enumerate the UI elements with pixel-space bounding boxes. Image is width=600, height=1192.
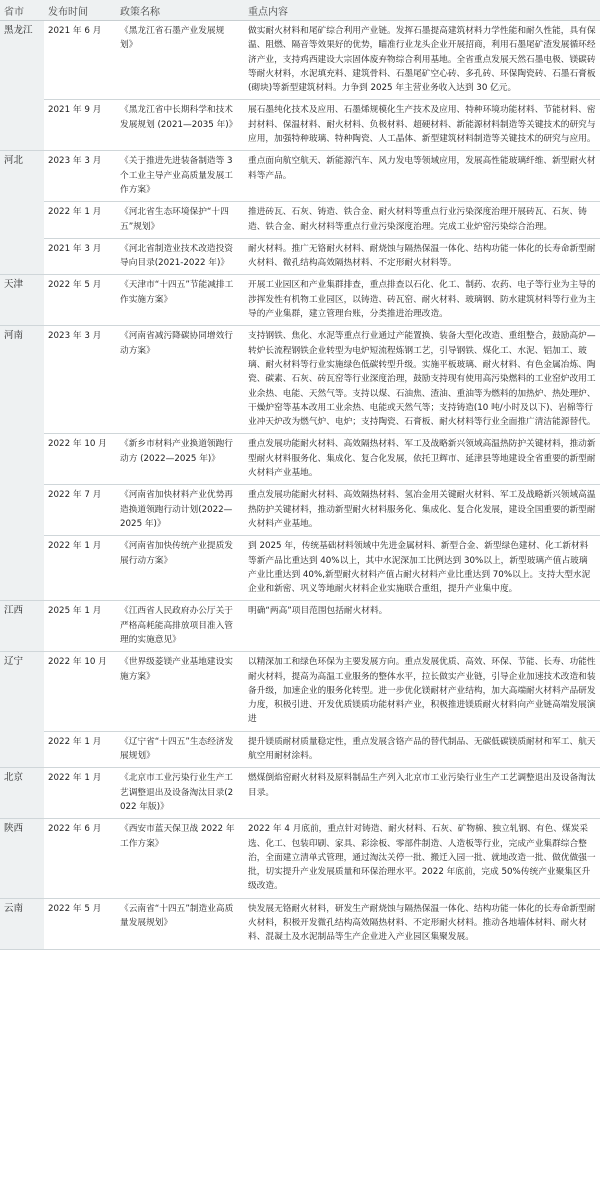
policy-name-cell: 《黑龙江省中长期科学和技术发展规划 (2021—2035 年)》 xyxy=(116,100,244,151)
key-points-cell: 做实耐火材料和尾矿综合利用产业链。发挥石墨提高建筑材料力学性能和耐久性能，具有保温、阻燃、隔音等效果好的优势，瞄准行业龙头企业开展招商，利用石墨尾矿渣发展循环经济产业，支持鸡西建设大宗固体废弃物综合利用基地。全省重点发展天然石墨电极、镁碳砖等耐火材料，水泥填充料、建筑骨料、石墨尾矿空心砖、多孔砖、环保陶瓷砖、石墨石膏板(砌块)等新型建筑材料。力争到 2025 年主营业务收入达到 30 亿元。 xyxy=(244,21,600,100)
key-points-cell: 到 2025 年，传统基础材料领域中先进金属材料、新型合金、新型绿色建材、化工新材料等新产品比重达到 40%以上，其中水泥深加工比例达到 30%以上，新型玻璃产值占玻璃产业比重达到 40%,新型耐火材料产值占耐火材料产业比重达到 70%以上。支持大型水泥企业和新密、巩义等地耐火材料企业实施联合重组，提升产业集中度。 xyxy=(244,536,600,601)
province-cell: 云南 xyxy=(0,898,44,949)
policy-name-cell: 《天津市“十四五”节能减排工作实施方案》 xyxy=(116,275,244,326)
policy-name-cell: 《河南省加快传统产业提质发展行动方案》 xyxy=(116,536,244,601)
header-date: 发布时间 xyxy=(44,0,116,21)
policy-name-cell: 《河南省加快材料产业优势再造换道领跑行动计划(2022—2025 年)》 xyxy=(116,485,244,536)
date-cell: 2022 年 5 月 xyxy=(44,898,116,949)
province-cell: 北京 xyxy=(0,768,44,819)
policy-name-cell: 《关于推进先进装备制造等 3 个工业主导产业高质量发展工作方案》 xyxy=(116,151,244,202)
policy-name-cell: 《世界级菱镁产业基地建设实施方案》 xyxy=(116,652,244,731)
table-row xyxy=(0,652,600,731)
key-points-cell: 重点发展功能耐火材料、高效隔热材料、氢冶金用关键耐火材料、军工及战略新兴领域高温热防护关键材料，推动新型耐火材料服务化、集成化、复合化发展，建设全国重要的新型耐火材料产业基地。 xyxy=(244,485,600,536)
table-row xyxy=(0,202,600,239)
key-points-cell: 重点发展功能耐火材料、高效隔热材料、军工及战略新兴领域高温热防护关键材料，推动新型耐火材料服务化、集成化、复合化发展，依托卫辉市、延津县等地建设全省重要的新型耐火材料产业基地。 xyxy=(244,434,600,485)
table-row xyxy=(0,485,600,536)
table-row xyxy=(0,536,600,601)
province-cell: 天津 xyxy=(0,275,44,326)
key-points-cell: 快发展无铬耐火材料，研发生产耐烧蚀与隔热保温一体化、结构功能一体化的长寿命新型耐火材料，积极开发微孔结构高效隔热材料、不定形耐火材料。推动各地墙体材料、耐火材料、混凝土及水泥制品等生产企业进入产业园区集聚发展。 xyxy=(244,898,600,949)
key-points-cell: 耐火材料。推广无铬耐火材料、耐烧蚀与隔热保温一体化、结构功能一体化的长寿命新型耐火材料、微孔结构高效隔热材料、不定形耐火材料等。 xyxy=(244,238,600,275)
key-points-cell: 重点面向航空航天、新能源汽车、风力发电等领域应用，发展高性能玻璃纤维、新型耐火材料等产品。 xyxy=(244,151,600,202)
date-cell: 2021 年 3 月 xyxy=(44,238,116,275)
policy-name-cell: 《新乡市材料产业换道领跑行动方 (2022—2025 年)》 xyxy=(116,434,244,485)
date-cell: 2021 年 9 月 xyxy=(44,100,116,151)
key-points-cell: 展石墨纯化技术及应用、石墨烯规模化生产技术及应用、特种环境功能材料、节能材料、密封材料、保温材料、耐火材料、负极材料、超硬材料、新能源材料制造等关键技术的研究与应用，加强特种玻璃、特种陶瓷、人工晶体、新型建筑材料制造等关键技术的研究与应用。 xyxy=(244,100,600,151)
table-row xyxy=(0,819,600,898)
policy-name-cell: 《江西省人民政府办公厅关于严格高耗能高排放项目准入管理的实施意见》 xyxy=(116,601,244,652)
key-points-cell: 明确“两高”项目范围包括耐火材料。 xyxy=(244,601,600,652)
policy-name-cell: 《黑龙江省石墨产业发展规划》 xyxy=(116,21,244,100)
key-points-cell: 2022 年 4 月底前，重点针对铸造、耐火材料、石灰、矿物棉、独立轧钢、有色、煤炭采选、化工、包装印刷、家具、彩涂板、零部件制造、人造板等行业，完成产业集群综合整治，全面建立清单式管理，通过淘汰关停一批、搬迁入园一批、就地改造一批、做优做强一批，切实提升产业发展质量和环保治理水平。2022 年底前，完成 50%传统产业聚集区升级改造。 xyxy=(244,819,600,898)
table-row xyxy=(0,768,600,819)
table-row xyxy=(0,326,600,434)
policy-name-cell: 《北京市工业污染行业生产工艺调整退出及设备淘汰目录(2022 年版)》 xyxy=(116,768,244,819)
key-points-cell: 提升镁质耐材质量稳定性，重点发展含铬产品的替代制品、无碳低碳镁质耐材和军工、航天航空用耐材涂料。 xyxy=(244,731,600,768)
policy-name-cell: 《云南省“十四五”制造业高质量发展规划》 xyxy=(116,898,244,949)
province-cell: 辽宁 xyxy=(0,652,44,768)
date-cell: 2022 年 1 月 xyxy=(44,731,116,768)
table-row xyxy=(0,898,600,949)
date-cell: 2023 年 3 月 xyxy=(44,326,116,434)
date-cell: 2022 年 7 月 xyxy=(44,485,116,536)
province-cell: 黑龙江 xyxy=(0,21,44,151)
date-cell: 2023 年 3 月 xyxy=(44,151,116,202)
date-cell: 2022 年 10 月 xyxy=(44,652,116,731)
table-row xyxy=(0,151,600,202)
table-row xyxy=(0,238,600,275)
date-cell: 2022 年 1 月 xyxy=(44,768,116,819)
policy-name-cell: 《西安市蓝天保卫战 2022 年工作方案》 xyxy=(116,819,244,898)
date-cell: 2025 年 1 月 xyxy=(44,601,116,652)
key-points-cell: 以精深加工和绿色环保为主要发展方向。重点发展优质、高效、环保、节能、长寿、功能性耐火材料，提高为高温工业服务的整体水平，拉长做实产业链，引导企业加速技术改造和装备升级，加速企业的服务化转型。进一步优化镁耐材产业结构，加大高端耐火材料产品研发力度，积极引进、开发优质镁质功能材料产业，积极推进镁质耐火材料向产业链高端发展演进 xyxy=(244,652,600,731)
policy-name-cell: 《河北省制造业技术改造投资导向目录(2021-2022 年)》 xyxy=(116,238,244,275)
header-province: 省市 xyxy=(0,0,44,21)
table-row xyxy=(0,275,600,326)
key-points-cell: 燃煤倒焰窑耐火材料及原料制品生产列入北京市工业污染行业生产工艺调整退出及设备淘汰目录。 xyxy=(244,768,600,819)
policy-name-cell: 《河北省生态环境保护“十四五”规划》 xyxy=(116,202,244,239)
table-row xyxy=(0,21,600,100)
province-cell: 陕西 xyxy=(0,819,44,898)
province-cell: 河南 xyxy=(0,326,44,601)
date-cell: 2022 年 6 月 xyxy=(44,819,116,898)
date-cell: 2022 年 10 月 xyxy=(44,434,116,485)
province-cell: 河北 xyxy=(0,151,44,275)
date-cell: 2021 年 6 月 xyxy=(44,21,116,100)
header-key-points: 重点内容 xyxy=(244,0,600,21)
header-policy: 政策名称 xyxy=(116,0,244,21)
date-cell: 2022 年 1 月 xyxy=(44,202,116,239)
key-points-cell: 开展工业园区和产业集群排查，重点排查以石化、化工、制药、农药、电子等行业为主导的涉挥发性有机物工业园区，以铸造、砖瓦窑、耐火材料、玻璃钢、防水建筑材料等行业为主导的产业集群，建立管理台账，分类推进治理改造。 xyxy=(244,275,600,326)
table-row xyxy=(0,100,600,151)
province-cell: 江西 xyxy=(0,601,44,652)
policy-name-cell: 《辽宁省“十四五”生态经济发展规划》 xyxy=(116,731,244,768)
table-row xyxy=(0,434,600,485)
date-cell: 2022 年 5 月 xyxy=(44,275,116,326)
date-cell: 2022 年 1 月 xyxy=(44,536,116,601)
table-row xyxy=(0,731,600,768)
table-row xyxy=(0,601,600,652)
policy-name-cell: 《河南省减污降碳协同增效行动方案》 xyxy=(116,326,244,434)
key-points-cell: 推进砖瓦、石灰、铸造、铁合金、耐火材料等重点行业污染深度治理开展砖瓦、石灰、铸造、铁合金、耐火材料等重点行业污染深度治理。完成工业炉窑污染综合治理。 xyxy=(244,202,600,239)
table-header-row xyxy=(0,0,600,21)
key-points-cell: 支持钢铁、焦化、水泥等重点行业通过产能置换、装备大型化改造、重组整合，鼓励高炉—转炉长流程钢铁企业转型为电炉短流程炼钢工艺，引导钢铁、煤化工、水泥、铝加工、玻璃、耐火材料等行业实施绿色低碳转型升级。实施平板玻璃、耐火材料、有色金属冶炼、陶瓷、碳素、石灰、砖瓦窑等行业深度治理，鼓励支持现有使用高污染燃料的工业窑炉改用工业余热、电能、天然气等。支持以煤、石油焦、渣油、重油等为燃料的加热炉、热处理炉、干燥炉窑等基本改用工业余热、电能或天然气等；支持铸造(10 吨/小时及以下)、岩棉等行业冲天炉改为燃气炉、电炉；支持陶瓷、石膏板、耐火材料等行业全面推广清洁能源替代。 xyxy=(244,326,600,434)
